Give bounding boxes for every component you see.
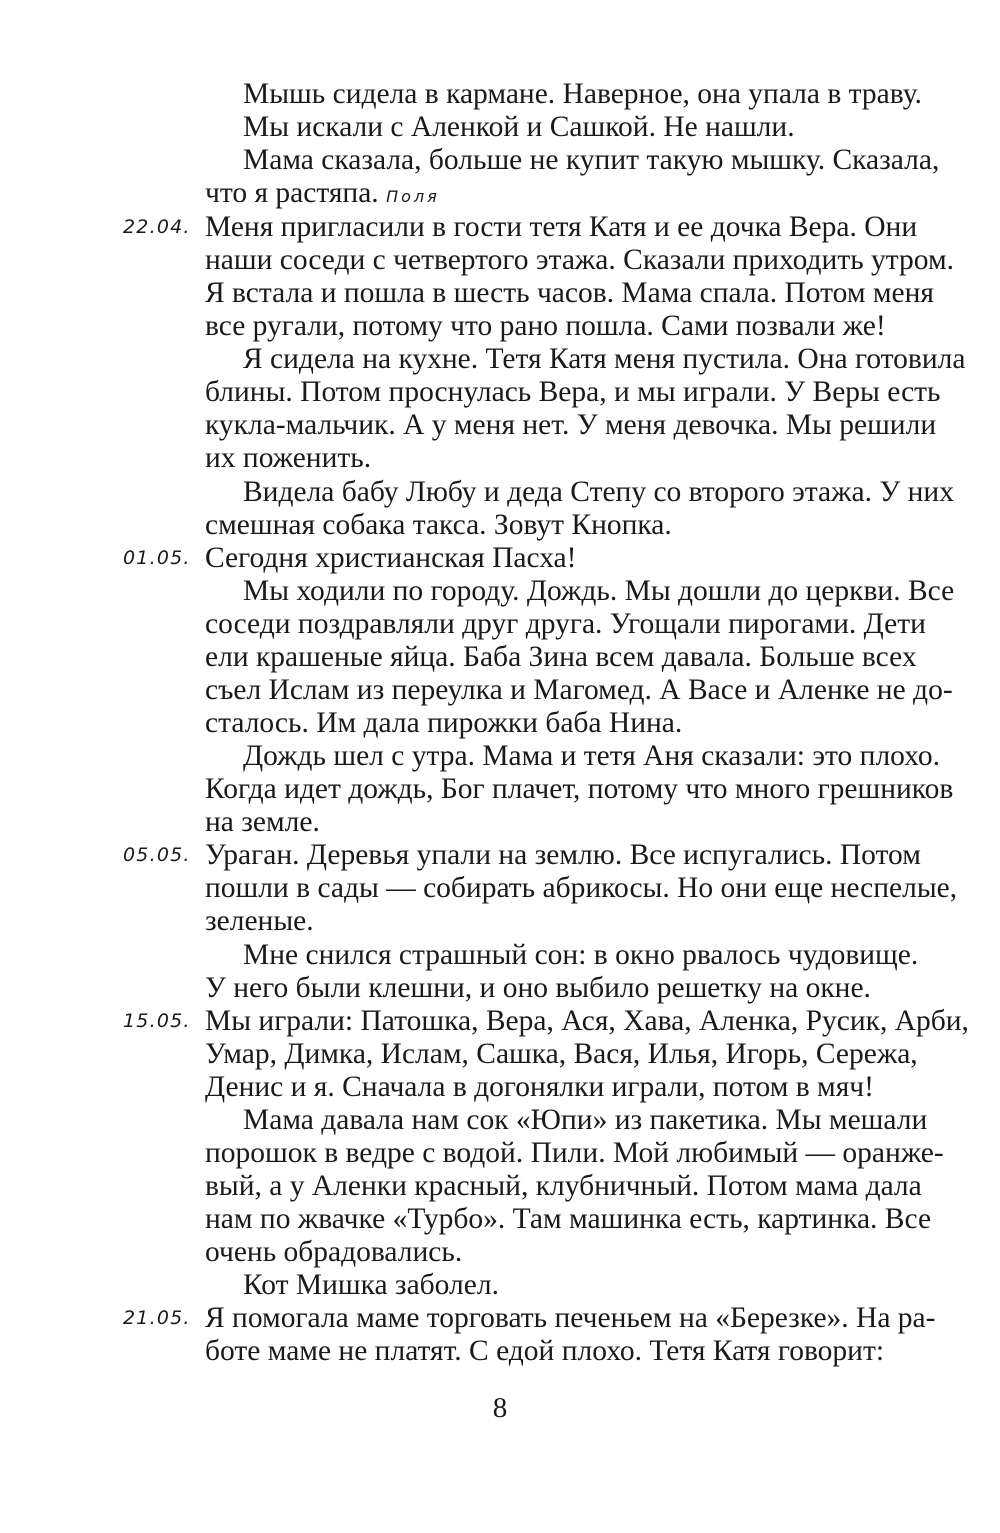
text-line: на земле. (205, 806, 320, 838)
text-line: кукла-мальчик. А у меня нет. У меня девочка. Мы решили (205, 409, 937, 441)
text-line: блины. Потом проснулась Вера, и мы играли. У Веры есть (205, 376, 941, 408)
text-line: Мы ходили по городу. Дождь. Мы дошли до церкви. Все (243, 575, 955, 607)
entry-date: 22.04. (123, 216, 191, 238)
text-line: соседи поздравляли друг друга. Угощали пирогами. Дети (205, 608, 926, 640)
text-line: съел Ислам из переулка и Магомед. А Васе и Аленке не до- (205, 674, 953, 706)
text-line: зеленые. (205, 905, 314, 937)
text-line: Кот Мишка заболел. (243, 1269, 499, 1301)
text-line: наши соседи с четвертого этажа. Сказали приходить утром. (205, 244, 955, 276)
text-line: Дождь шел с утра. Мама и тетя Аня сказали: это плохо. (243, 740, 940, 772)
text-line: смешная собака такса. Зовут Кнопка. (205, 509, 672, 541)
text-line: Я помогала маме торговать печеньем на «Березке». На ра- (205, 1302, 936, 1334)
text-line: Ураган. Деревья упали на землю. Все испугались. Потом (205, 839, 921, 871)
text-line: боте маме не платят. С едой плохо. Тетя Катя говорит: (205, 1335, 885, 1367)
entry-date: 05.05. (123, 844, 191, 866)
text-line: их поженить. (205, 442, 372, 474)
text-line: Когда идет дождь, Бог плачет, потому что много грешников (205, 773, 954, 805)
text-line: Мама сказала, больше не купит такую мышку. Сказала, (243, 144, 940, 176)
text-line: все ругали, потому что рано пошла. Сами позвали же! (205, 310, 886, 342)
text-line-content: что я растяпа. (205, 177, 379, 209)
text-line: Видела бабу Любу и деда Степу со второго этажа. У них (243, 476, 954, 508)
text-line (205, 177, 916, 213)
text-line: ели крашеные яйца. Баба Зина всем давала. Больше всех (205, 641, 917, 673)
text-line: Мы искали с Аленкой и Сашкой. Не нашли. (243, 111, 795, 143)
text-line: Сегодня христианская Пасха! (205, 542, 577, 574)
entry-date: 15.05. (123, 1010, 191, 1032)
text-line: Меня пригласили в гости тетя Катя и ее дочка Вера. Они (205, 211, 918, 243)
text-line: Я сидела на кухне. Тетя Катя меня пустила. Она готовила (243, 343, 966, 375)
text-line: сталось. Им дала пирожки баба Нина. (205, 707, 683, 739)
entry-date: 21.05. (123, 1307, 191, 1329)
text-line: Мама давала нам сок «Юпи» из пакетика. Мы мешали (243, 1104, 928, 1136)
text-line: вый, а у Аленки красный, клубничный. Потом мама дала (205, 1170, 922, 1202)
text-line: У него были клешни, и оно выбило решетку на окне. (205, 972, 871, 1004)
text-line: Мы играли: Патошка, Вера, Ася, Хава, Аленка, Русик, Арби, (205, 1005, 969, 1037)
text-line: порошок в ведре с водой. Пили. Мой любимый — оранже- (205, 1137, 944, 1169)
text-line: Денис и я. Сначала в догонялки играли, потом в мяч! (205, 1071, 874, 1103)
text-line: Умар, Димка, Ислам, Сашка, Вася, Илья, Игорь, Сережа, (205, 1038, 918, 1070)
page-number: 8 (492, 1392, 508, 1424)
text-line: нам по жвачке «Турбо». Там машинка есть, картинка. Все (205, 1203, 932, 1235)
text-line: Мне снился страшный сон: в окно рвалось чудовище. (243, 939, 919, 971)
text-line: Я встала и пошла в шесть часов. Мама спала. Потом меня (205, 277, 934, 309)
entry-date: 01.05. (123, 547, 191, 569)
diary-signature: Поля (386, 187, 440, 206)
text-line: Мышь сидела в кармане. Наверное, она упала в траву. (243, 78, 922, 110)
text-line: очень обрадовались. (205, 1236, 463, 1268)
text-line: пошли в сады — собирать абрикосы. Но они еще неспелые, (205, 872, 958, 904)
